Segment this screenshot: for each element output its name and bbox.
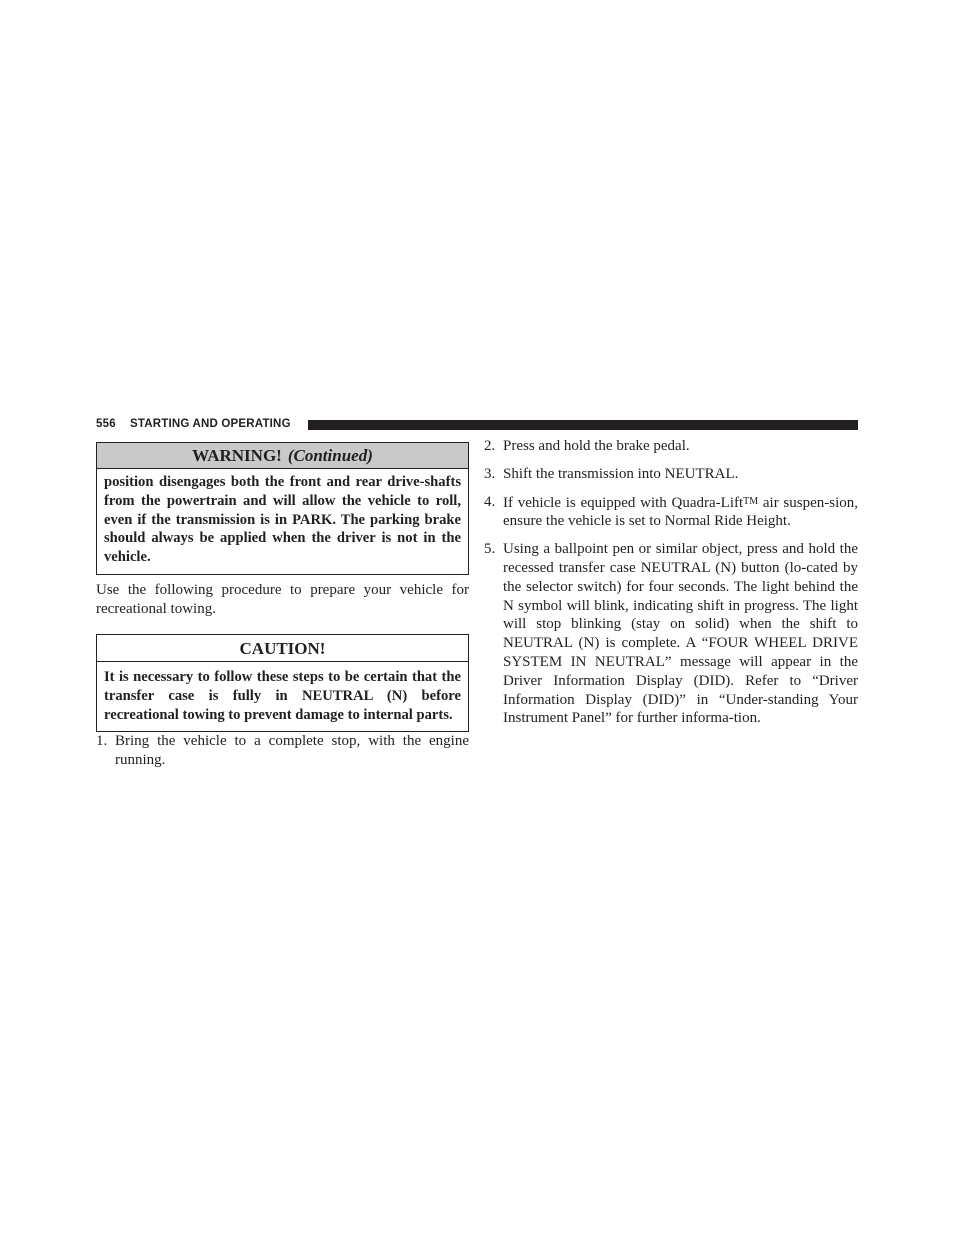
step-item: [484, 437, 858, 456]
right-column: [484, 437, 858, 737]
step-number: 4.: [484, 493, 496, 510]
caution-box-text: It is necessary to follow these steps to be certain that the transfer case is fully in NEUTRAL (N) before recreational towing to prevent damage to internal parts.: [104, 668, 461, 723]
left-column: [96, 442, 469, 770]
warning-box-text: position disengages both the front and rear drive-shafts from the powertrain and will allow the vehicle to roll, even if the transmission is in PARK. The parking brake should always be applied when the driver is not in the vehicle.: [104, 474, 461, 566]
caution-box: [96, 634, 469, 732]
warning-box-title: [97, 443, 468, 469]
step-text-before-tm: If vehicle is equipped with Quadra-Lift: [503, 494, 744, 511]
steps-list-left: [96, 732, 469, 770]
step-text: Press and hold the brake pedal.: [503, 438, 690, 454]
step-text: Using a ballpoint pen or similar object, press and hold the recessed transfer case NEUTRAL (N) button (lo-cated by the selector switch) for four seconds. The light behind the N symbol will blink, indicating shift in progress. The light will stop blinking (stay on solid) when the shift to NEUTRAL (N) is complete. A “FOUR WHEEL DRIVE SYSTEM IN NEUTRAL” message will appear in the Driver Information Display (DID). Refer to “Driver Information Display (DID)” in “Under-standing Your Instrument Panel” for further informa-tion.: [503, 541, 858, 727]
step-item: [484, 540, 858, 728]
warning-title-suffix: (Continued): [287, 446, 373, 465]
step-number: 5.: [484, 541, 496, 558]
caution-box-title: CAUTION!: [97, 635, 468, 662]
steps-list-right: [484, 437, 858, 728]
header-rule: [308, 420, 858, 430]
step-text-after-tm: air suspen-sion, ensure the vehicle is set to Normal Ride Height.: [503, 494, 858, 530]
page-number: 556: [96, 418, 116, 430]
step-text: Bring the vehicle to a complete stop, with the engine running.: [115, 733, 469, 769]
step-number: 2.: [484, 438, 496, 454]
intro-paragraph: Use the following procedure to prepare your vehicle for recreational towing.: [96, 581, 469, 617]
warning-title: WARNING!: [192, 446, 282, 465]
trademark-symbol: TM: [743, 495, 759, 507]
page-header: [96, 416, 858, 434]
section-title: STARTING AND OPERATING: [130, 418, 291, 430]
warning-box: [96, 442, 469, 575]
step-number: 1.: [96, 733, 108, 750]
step-text: Shift the transmission into NEUTRAL.: [503, 465, 739, 482]
step-item: [484, 493, 858, 532]
step-number: 3.: [484, 465, 496, 482]
step-item: [484, 465, 858, 484]
step-item: [96, 732, 469, 770]
